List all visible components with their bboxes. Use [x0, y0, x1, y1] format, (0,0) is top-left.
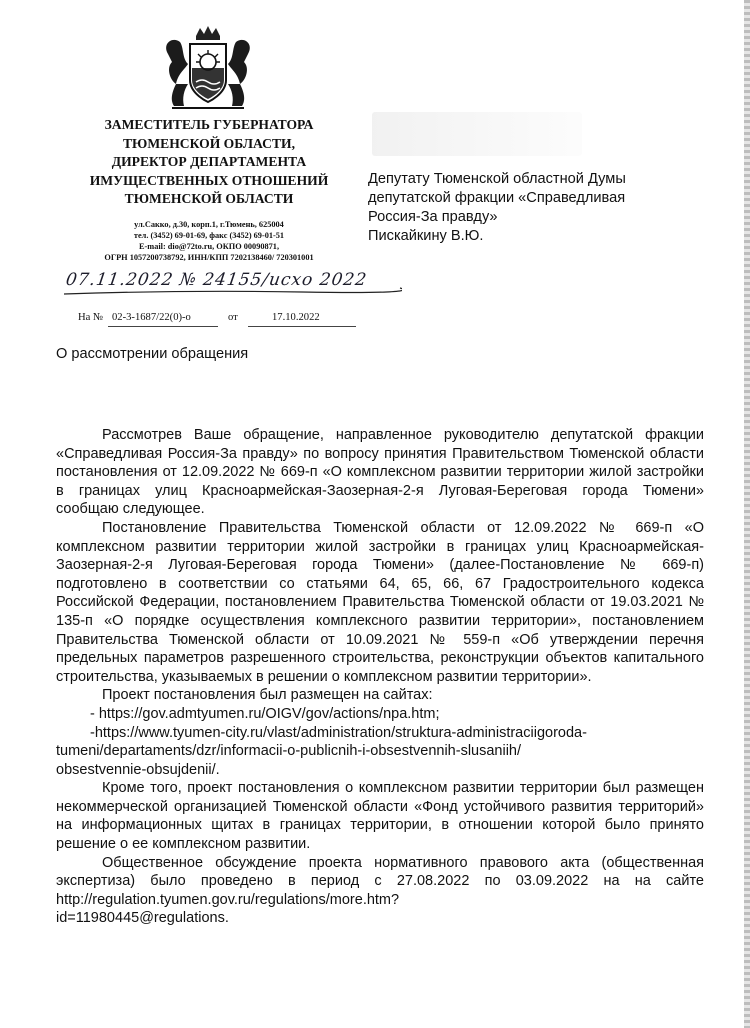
body-paragraph: Общественное обсуждение проекта нормативного правового акта (общественная экспертиза) было проведено в период с 27.08.2022 по 03.09.2022 на на сайте http://regulation.tyumen.gov.ru/regulations/more.htm?: [56, 854, 704, 908]
reference-line: [78, 312, 368, 328]
org-title-line: ИМУЩЕСТВЕННЫХ ОТНОШЕНИЙ: [89, 172, 329, 188]
handwritten-underline: [62, 268, 402, 300]
org-title-line: ДИРЕКТОР ДЕПАРТАМЕНТА: [111, 154, 307, 169]
recipient-block: [368, 170, 738, 246]
handwritten-outgoing-number: [62, 268, 402, 300]
contact-registration: ОГРН 1057200738792, ИНН/КПП 7202138460/ 720301001: [104, 253, 314, 263]
scan-page-edge: [744, 0, 750, 1028]
reference-number-underline: [108, 326, 218, 327]
site-link-2-end: obsestvennie-obsujdenii/.: [56, 761, 220, 778]
body-last-line: id=11980445@regulations.: [56, 910, 229, 927]
recipient-name: Пискайкину В.Ю.: [368, 228, 484, 244]
contact-address: ул.Сакко, д.30, корп.1, г.Тюмень, 625004: [134, 219, 284, 229]
body-paragraph: Рассмотрев Ваше обращение, направленное руководителю депутатской фракции «Справедливая Россия-За правду» по вопросу принятия Правительством Тюменской области постановления от 12.09.2022 № 669-п «О комплексном развитии территории жилой застройки в границах улиц Красноармейская-Заозерная-2-я Луговая-Береговая города Тюмени» сообщаю следующее.: [56, 427, 704, 518]
reference-number: 02-3-1687/22(0)-о: [112, 312, 191, 323]
site-link-1: - https://gov.admtyumen.ru/OIGV/gov/actions/npa.htm;: [90, 705, 440, 722]
handwritten-number-text: 07.11.2022 № 24155/исхо 2022: [64, 270, 369, 290]
recipient-line: депутатской фракции «Справедливая: [368, 190, 626, 206]
coat-of-arms-emblem: [158, 24, 258, 114]
body-paragraph: Кроме того, проект постановления о комплексном развитии территории был размещен некоммерческой организацией Тюменской области «Фонд устойчивого развития территорий» на информационных щитах в границах территории, в отношении которой было принято решение о ее комплексном развитии.: [56, 780, 704, 853]
site-link-2: -https://www.tyumen-city.ru/vlast/administration/struktura-administraciigoroda-: [90, 724, 587, 741]
faded-stamp-mark: [372, 112, 582, 156]
letter-subject: О рассмотрении обращения: [56, 346, 249, 362]
org-title-line: ТЮМЕНСКОЙ ОБЛАСТИ,: [122, 135, 296, 151]
org-title-line: ТЮМЕНСКОЙ ОБЛАСТИ: [124, 191, 294, 206]
recipient-line: Депутату Тюменской областной Думы: [368, 171, 626, 187]
recipient-line: Россия-За правду»: [368, 209, 498, 225]
reference-date: 17.10.2022: [272, 312, 320, 323]
sender-header: [64, 116, 354, 263]
org-title-line: ЗАМЕСТИТЕЛЬ ГУБЕРНАТОРА: [104, 117, 314, 132]
reference-date-underline: [248, 326, 356, 327]
reference-prefix: На №: [78, 312, 104, 323]
letter-body: [56, 426, 704, 928]
body-paragraph: Проект постановления был размещен на сайтах:: [102, 687, 433, 704]
reference-from-label: от: [228, 312, 238, 323]
contact-phone: тел. (3452) 69-01-69, факс (3452) 69-01-51: [133, 230, 285, 240]
site-link-2-cont: tumeni/departaments/dzr/informacii-o-publicnih-i-obsestvennih-slusaniih/: [56, 743, 522, 760]
contact-email: E-mail: dio@72to.ru, ОКПО 00090871,: [138, 241, 280, 251]
sender-contacts: [64, 219, 354, 264]
body-paragraph: Постановление Правительства Тюменской области от 12.09.2022 № 669-п «О комплексном развитии территории жилой застройки в границах улиц Красноармейская-Заозерная-2-я Луговая-Береговая города Тюмени» (далее-Постановление № 669-п) подготовлено в соответствии со статьями 64, 65, 66, 67 Градостроительного кодекса Российской Федерации, постановлением Правительства Тюменской области от 19.03.2021 № 135-п «О порядке осуществления комплексного развитии территории», постановлением Правительства Тюменской области от 10.09.2021 № 559-п «Об утверждении перечня предельных параметров разрешенного строительства, реконструкции объектов капитального строительства, указываемых в решении о комплексном развитии территории».: [56, 519, 704, 685]
